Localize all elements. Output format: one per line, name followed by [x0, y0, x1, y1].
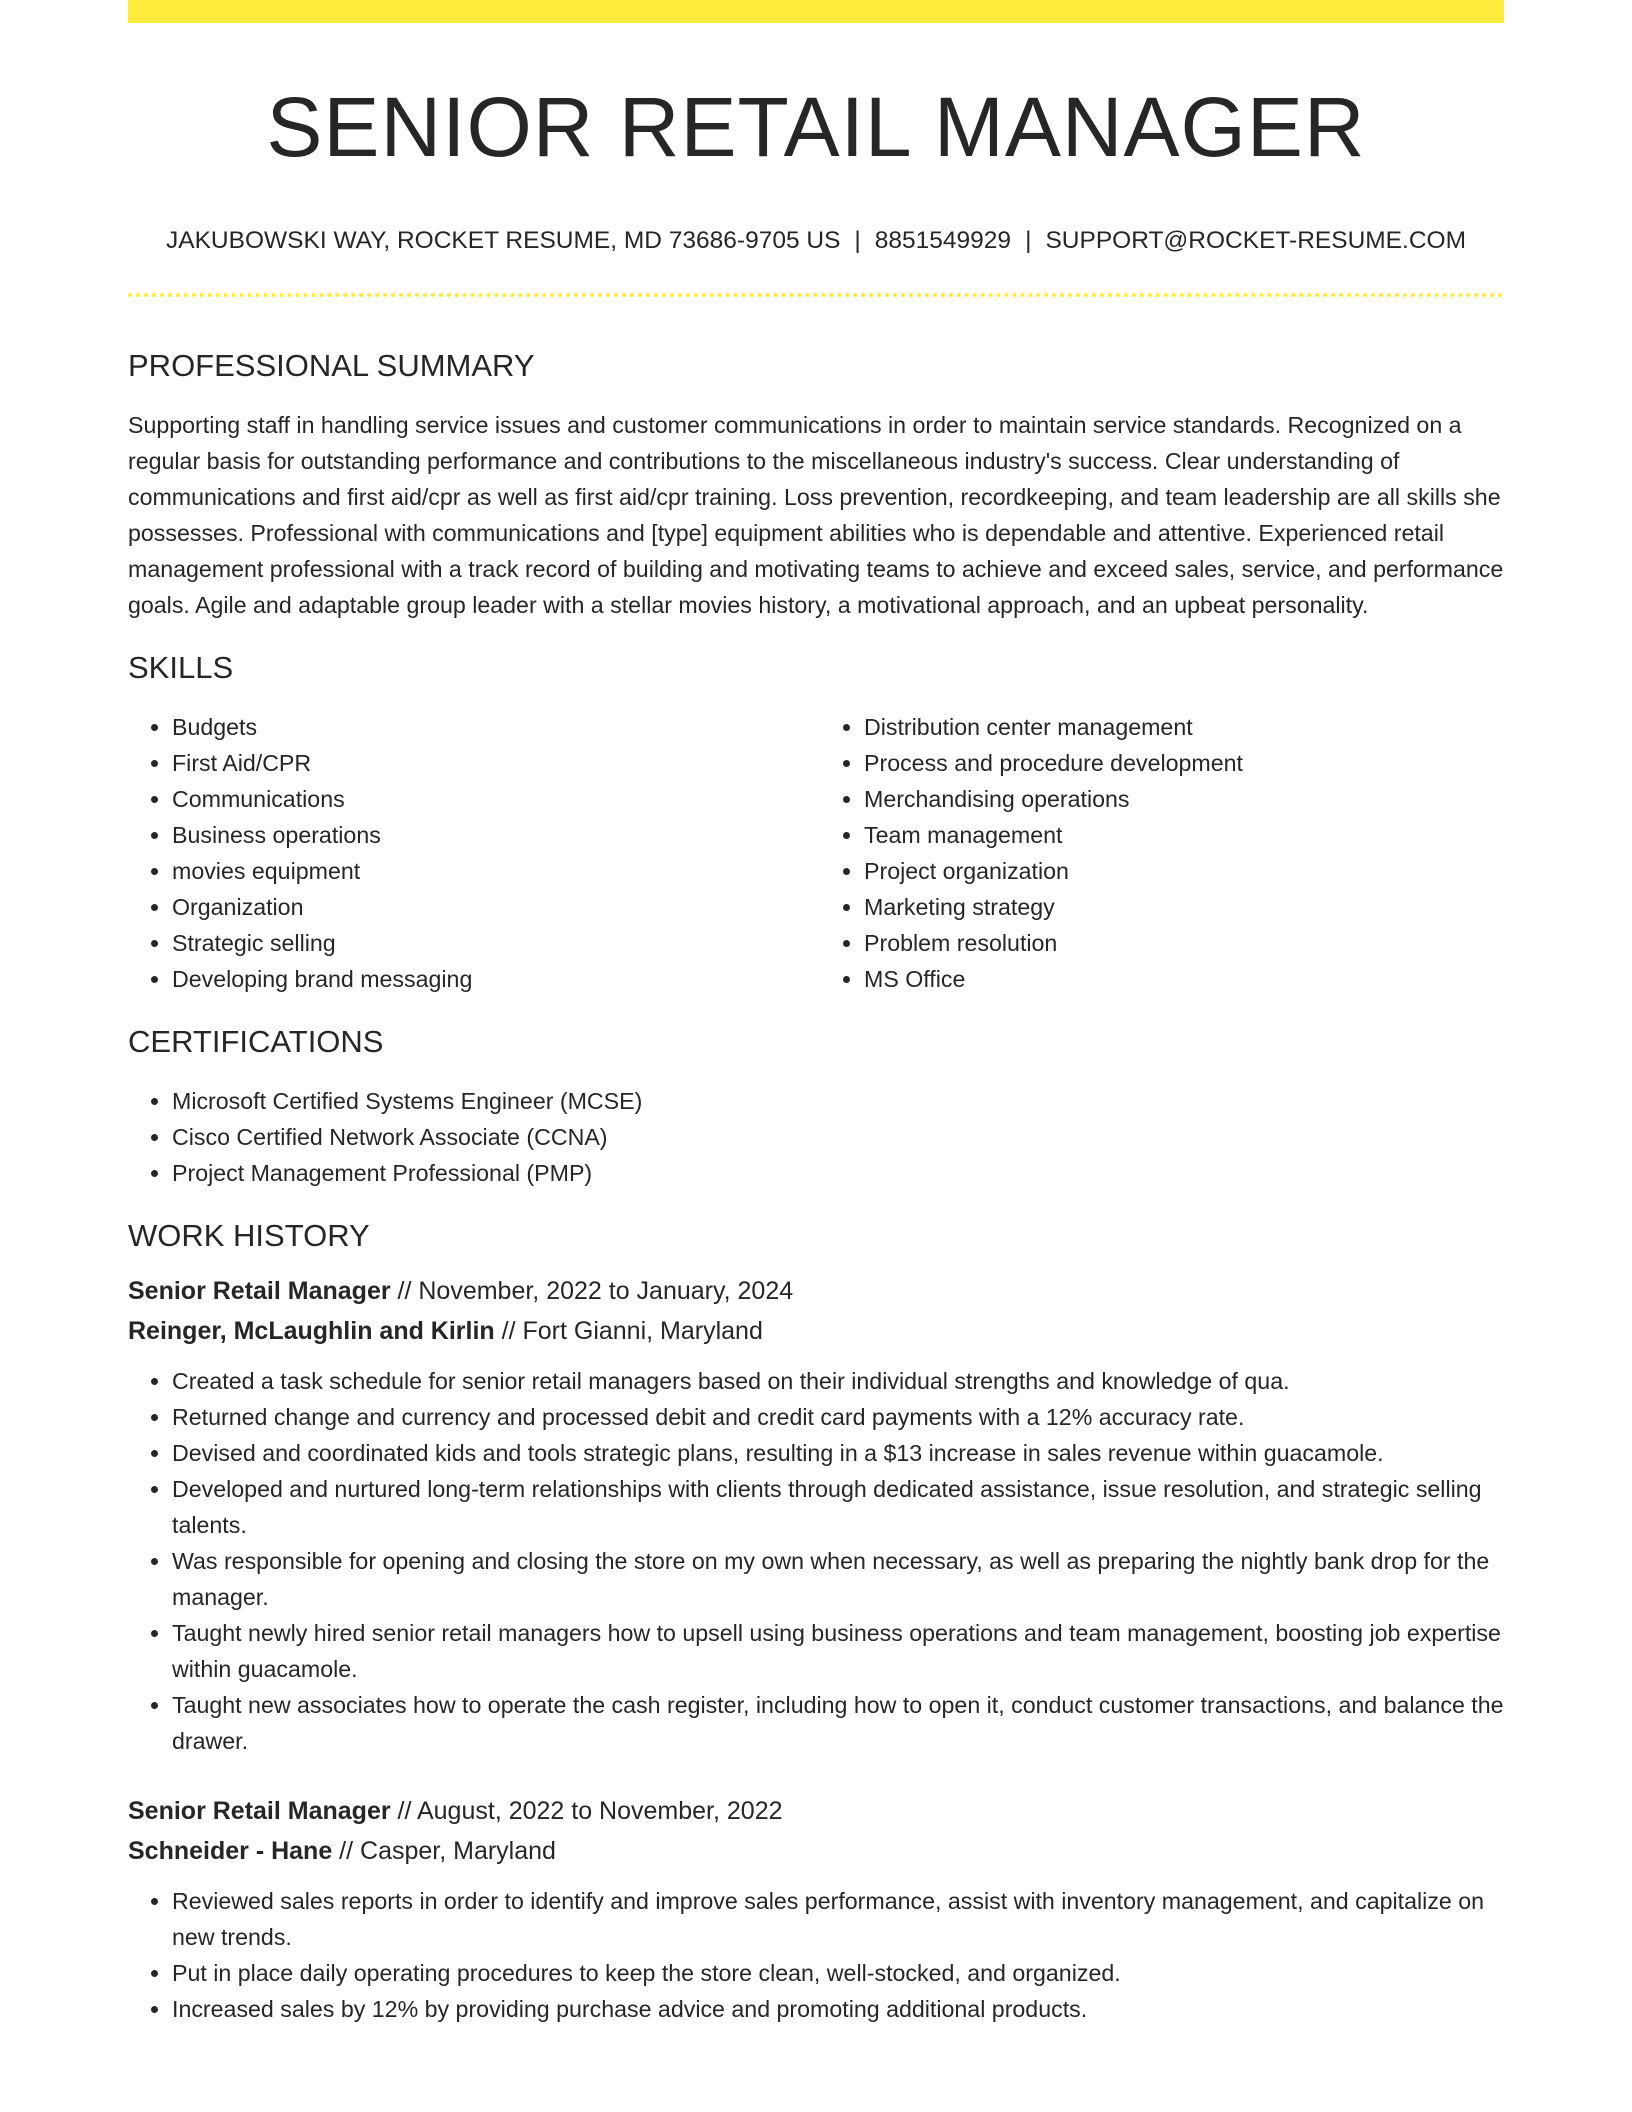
job-title-line: [128, 1271, 1504, 1311]
list-item: • Returned change and currency and processed debit and credit card payments with a 12% accuracy rate.: [172, 1399, 1504, 1435]
list-item: • Project organization: [864, 853, 1504, 889]
list-item: • Team management: [864, 817, 1504, 853]
list-item: • Taught new associates how to operate the cash register, including how to open it, conduct customer transactions, and balance the drawer.: [172, 1687, 1504, 1759]
list-item: • Marketing strategy: [864, 889, 1504, 925]
list-item: • Devised and coordinated kids and tools strategic plans, resulting in a $13 increase in sales revenue within guacamole.: [172, 1435, 1504, 1471]
contact-line: [128, 229, 1504, 254]
list-item: • Cisco Certified Network Associate (CCNA): [172, 1119, 1504, 1155]
list-item: • Communications: [172, 781, 816, 817]
dotted-divider: [128, 293, 1504, 297]
certifications-list: [128, 1083, 1504, 1191]
contact-phone[interactable]: 8851549929: [874, 227, 1012, 254]
list-item: • Organization: [172, 889, 816, 925]
skills-list-right: [816, 709, 1504, 997]
job-company: Reinger, McLaughlin and Kirlin: [128, 1316, 495, 1345]
list-item: • Taught newly hired senior retail managers how to upsell using business operations and team management, boosting job expertise within guacamole.: [172, 1615, 1504, 1687]
job-dates: // November, 2022 to January, 2024: [390, 1276, 794, 1305]
skills-section: [128, 649, 1504, 997]
skills-heading: SKILLS: [128, 649, 234, 685]
summary-text: Supporting staff in handling service issues and customer communications in order to maintain service standards. Recognized on a regular basis for outstanding performance and contributions to the miscellaneous industry's success. Clear understanding of communications and first aid/cpr as well as first aid/cpr training. Loss prevention, recordkeeping, and team leadership are all skills she possesses. Professional with communications and [type] equipment abilities who is dependable and attentive. Experienced retail management professional with a track record of building and motivating teams to achieve and exceed sales, service, and performance goals. Agile and adaptable group leader with a stellar movies history, a motivational approach, and an upbeat personality.: [128, 411, 1504, 618]
job-role: Senior Retail Manager: [128, 1276, 391, 1305]
job-title-line: [128, 1791, 1504, 1831]
skills-list-left: [128, 709, 816, 997]
job-location: // Fort Gianni, Maryland: [494, 1316, 763, 1345]
job-company: Schneider - Hane: [128, 1836, 333, 1865]
job-entry: [128, 1791, 1504, 2027]
job-role: Senior Retail Manager: [128, 1796, 391, 1825]
summary-section: [128, 347, 1504, 623]
list-item: • Project Management Professional (PMP): [172, 1155, 1504, 1191]
list-item: • Increased sales by 12% by providing purchase advice and promoting additional products.: [172, 1991, 1504, 2027]
certifications-heading: CERTIFICATIONS: [128, 1023, 384, 1059]
list-item: • Distribution center management: [864, 709, 1504, 745]
contact-address: JAKUBOWSKI WAY, ROCKET RESUME, MD 73686-9705 US: [166, 227, 841, 254]
accent-top-bar: [128, 0, 1504, 23]
skills-columns: [128, 709, 1504, 997]
work-history-heading: WORK HISTORY: [128, 1217, 370, 1253]
list-item: • Process and procedure development: [864, 745, 1504, 781]
list-item: • MS Office: [864, 961, 1504, 997]
list-item: • Reviewed sales reports in order to identify and improve sales performance, assist with inventory management, and capitalize on new trends.: [172, 1883, 1504, 1955]
list-item: • Problem resolution: [864, 925, 1504, 961]
contact-separator: |: [1025, 227, 1032, 254]
summary-heading: PROFESSIONAL SUMMARY: [128, 347, 535, 383]
list-item: • movies equipment: [172, 853, 816, 889]
work-history-section: [128, 1217, 1504, 2027]
list-item: • Was responsible for opening and closing the store on my own when necessary, as well as preparing the nightly bank drop for the manager.: [172, 1543, 1504, 1615]
job-location: // Casper, Maryland: [332, 1836, 556, 1865]
list-item: • Business operations: [172, 817, 816, 853]
job-bullets: [128, 1363, 1504, 1759]
resume-page: [128, 0, 1504, 2027]
certifications-section: [128, 1023, 1504, 1191]
job-entry: [128, 1271, 1504, 1759]
resume-title: SENIOR RETAIL MANAGER: [266, 80, 1366, 174]
list-item: • First Aid/CPR: [172, 745, 816, 781]
list-item: • Developing brand messaging: [172, 961, 816, 997]
job-company-line: [128, 1831, 1504, 1871]
list-item: • Developed and nurtured long-term relationships with clients through dedicated assistance, issue resolution, and strategic selling talents.: [172, 1471, 1504, 1543]
list-item: • Put in place daily operating procedures to keep the store clean, well-stocked, and organized.: [172, 1955, 1504, 1991]
list-item: • Microsoft Certified Systems Engineer (MCSE): [172, 1083, 1504, 1119]
list-item: • Created a task schedule for senior retail managers based on their individual strengths and knowledge of qua.: [172, 1363, 1504, 1399]
job-company-line: [128, 1311, 1504, 1351]
list-item: • Strategic selling: [172, 925, 816, 961]
list-item: • Budgets: [172, 709, 816, 745]
contact-email[interactable]: SUPPORT@ROCKET-RESUME.COM: [1045, 227, 1466, 254]
job-bullets: [128, 1883, 1504, 2027]
job-dates: // August, 2022 to November, 2022: [390, 1796, 783, 1825]
list-item: • Merchandising operations: [864, 781, 1504, 817]
contact-separator: |: [854, 227, 861, 254]
